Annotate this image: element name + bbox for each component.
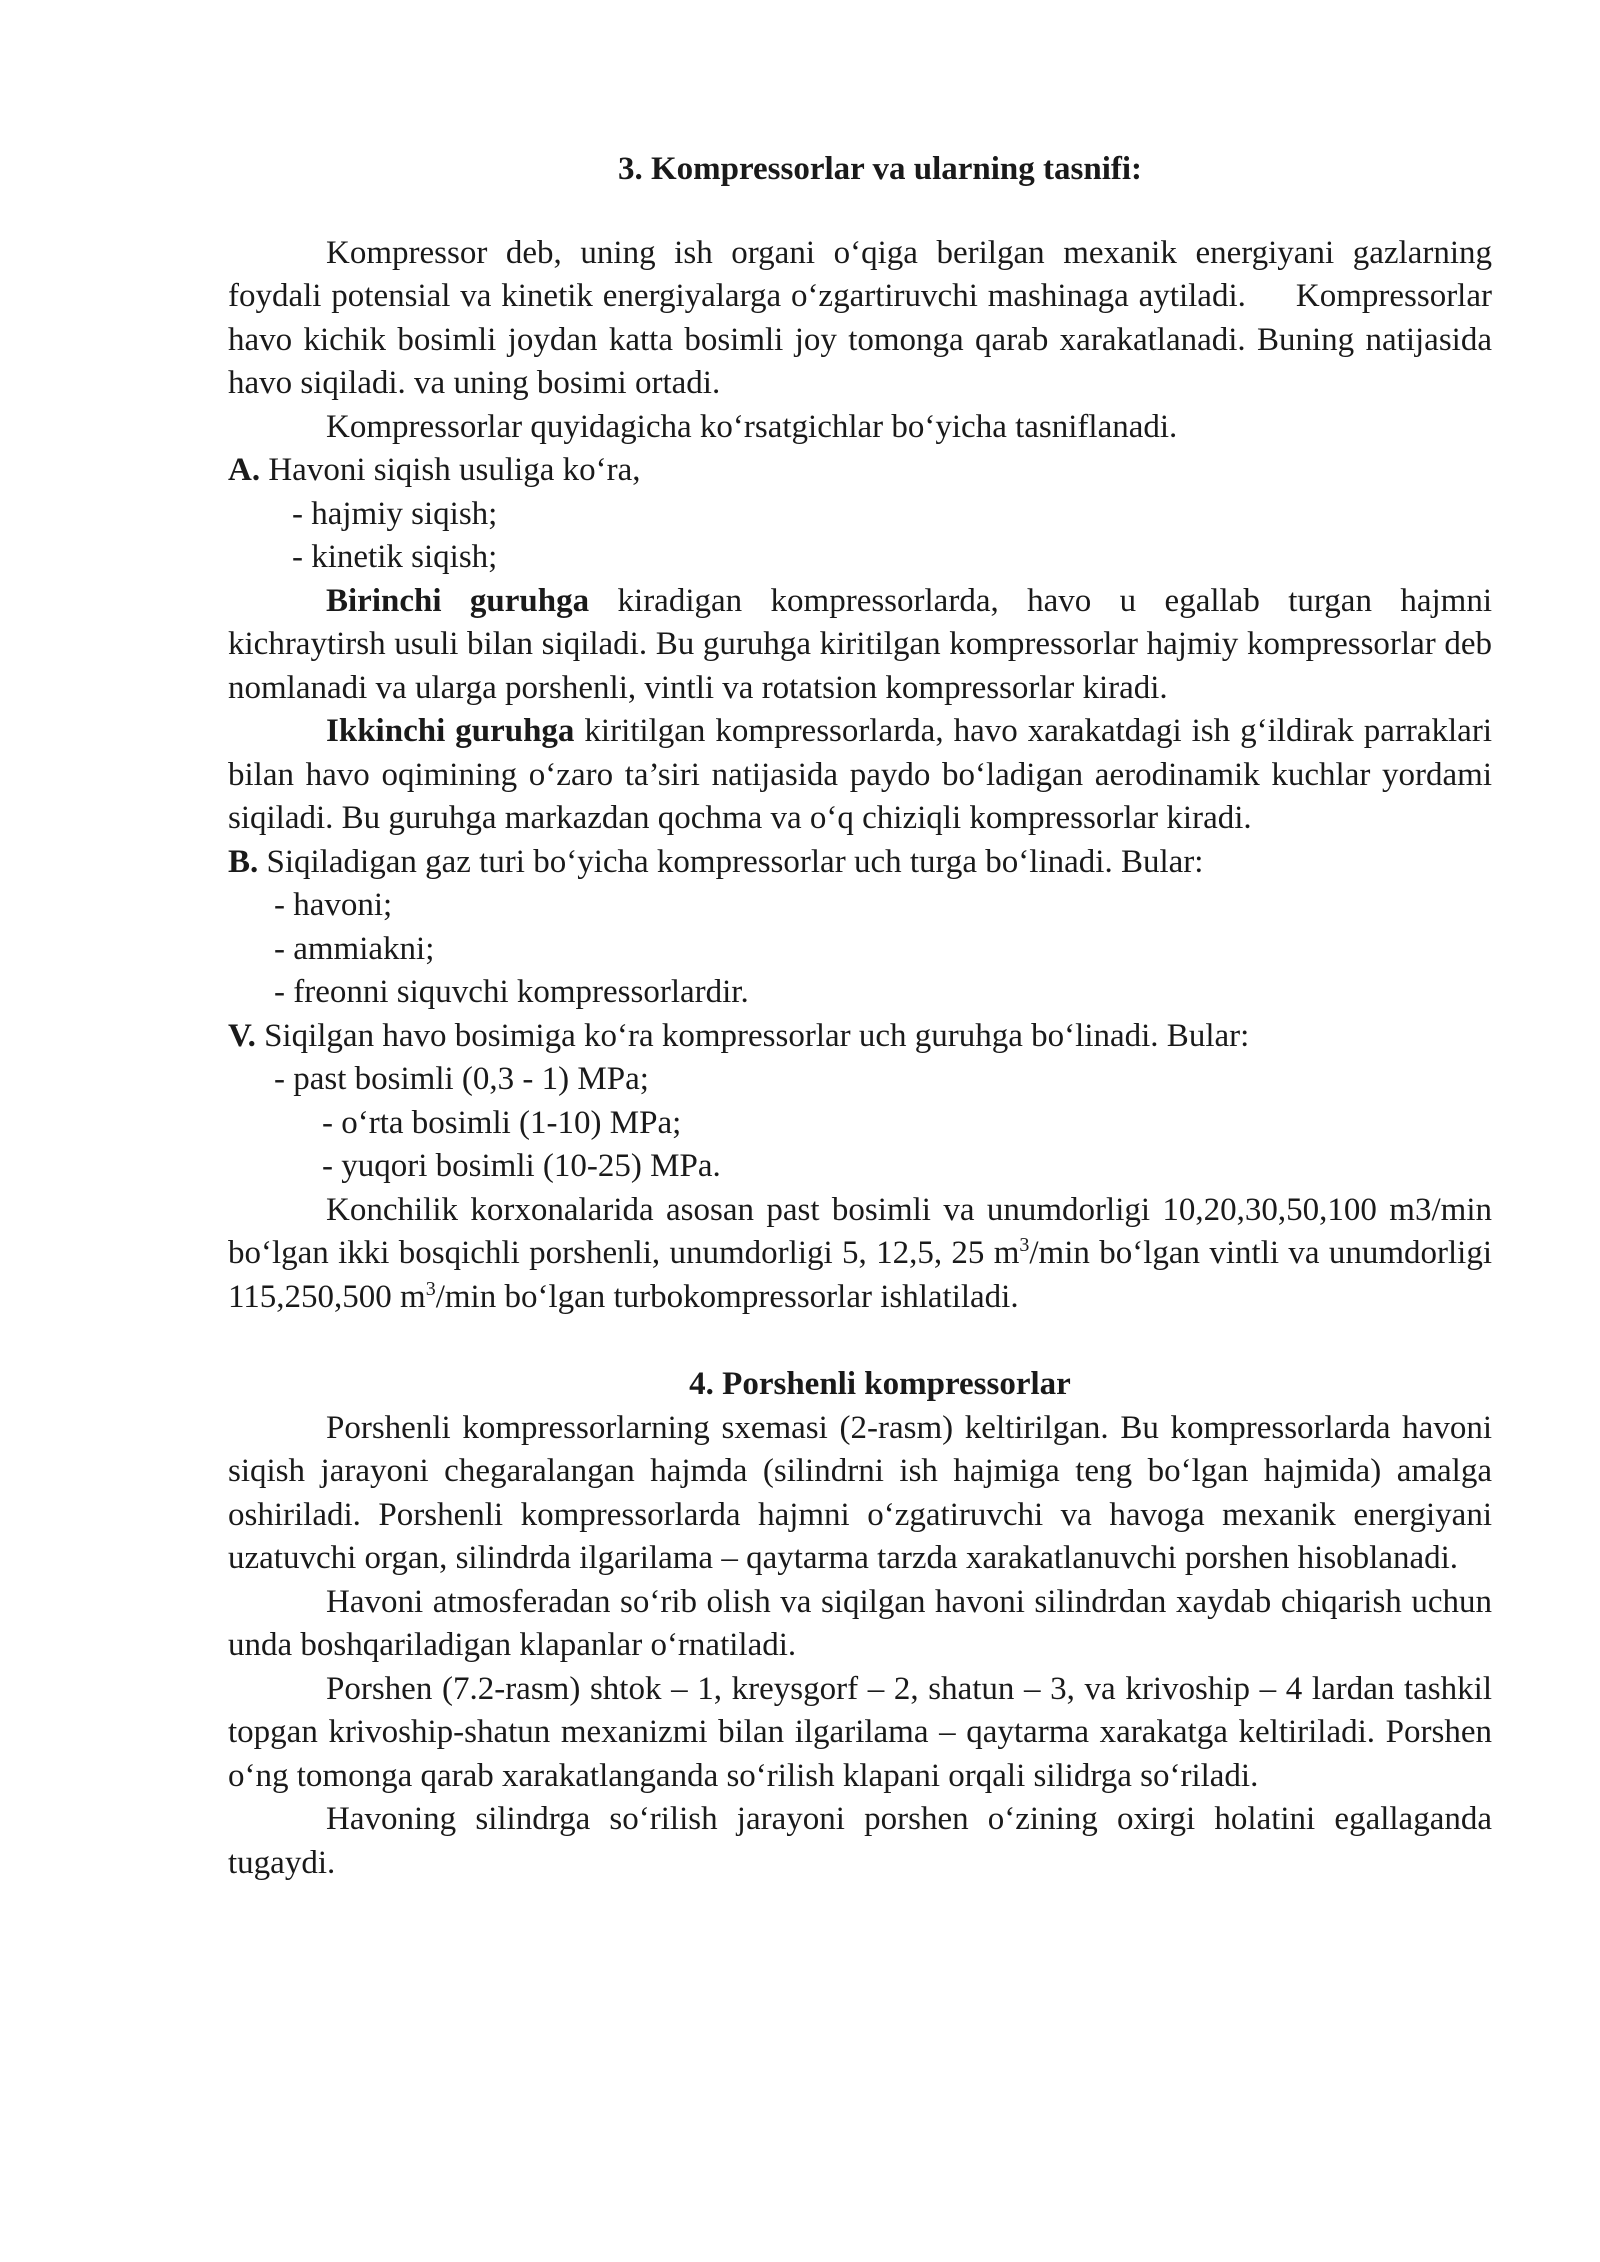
section-a-text: Havoni siqish usuliga ko‘ra, xyxy=(260,452,641,488)
section-v xyxy=(228,1015,1492,1059)
section-v-text: Siqilgan havo bosimiga ko‘ra kompressorlar uch guruhga bo‘linadi. Bular: xyxy=(255,1017,1250,1054)
first-group-text: kiradigan kompressorlarda, havo u egallab turgan hajmni kichraytirsh usuli bilan siqiladi. Bu guruhga kiritilgan kompressorlar hajmiy kompressorlar deb nomlanadi va ularga porshenli, vintli va rotatsion kompressorlar kiradi. xyxy=(228,582,1492,706)
list-item: - kinetik siqish; xyxy=(292,539,498,575)
mining-text-part-1: Konchilik korxonalarida asosan past bosimli va unumdorligi 10,20,30,50,100 m3/min bo‘lgan ikki bosqichli porshenli, unumdorligi 5, 12,5, 25 m xyxy=(228,1191,1492,1271)
section-b-label: B. xyxy=(228,843,259,880)
first-group-label: Birinchi guruhga xyxy=(326,582,590,619)
paragraph-piston-scheme: Porshenli kompressorlarning sxemasi (2-rasm) keltirilgan. Bu kompressorlarda havoni siqish jarayoni chegaralangan hajmda (silindrni ish hajmiga teng bo‘lgan hajmida) amalga oshiriladi. Porshenli kompressorlarda hajmni o‘zgatiruvchi va havoga mexanik energiyani uzatuvchi organ, silindrda ilgarilama – qaytarma tarzda xarakatlanuvchi porshen hisoblanadi. xyxy=(228,1409,1492,1576)
section-a xyxy=(228,449,1492,493)
paragraph-valves: Havoni atmosferadan so‘rib olish va siqilgan havoni silindrdan xaydab chiqarish uchun unda boshqariladigan klapanlar o‘rnatiladi. xyxy=(228,1583,1492,1663)
section-a-label: A. xyxy=(228,452,261,488)
superscript: 3 xyxy=(425,1277,436,1300)
section-b xyxy=(228,841,1492,885)
compression-text: Kompressorlar havo kichik bosimli joydan katta bosimli joy tomonga qarab xarakatlanadi. Buning natijasida havo siqiladi. va uning bosimi ortadi. xyxy=(228,278,1492,401)
paragraph-suction-end: Havoning silindrga so‘rilish jarayoni porshen o‘zining oxirgi holatini egallaganda tugaydi. xyxy=(228,1801,1492,1881)
list-item: - ammiakni; xyxy=(274,930,435,967)
section-b-text: Siqiladigan gaz turi bo‘yicha kompressorlar uch turga bo‘linadi. Bular: xyxy=(258,843,1204,880)
superscript: 3 xyxy=(1019,1234,1030,1256)
list-item: - o‘rta bosimli (1-10) MPa; xyxy=(322,1104,682,1141)
list-item: - havoni; xyxy=(274,887,393,923)
section-4-title: 4. Porshenli kompressorlar xyxy=(689,1366,1071,1402)
list-item: - past bosimli (0,3 - 1) MPa; xyxy=(274,1061,649,1097)
definition-text: Kompressor deb, uning ish organi o‘qiga berilgan mexanik energiyani gazlarning foydali potensial va kinetik energiyalarga o‘zgartiruvchi mashinaga aytiladi. xyxy=(228,234,1492,314)
paragraph-first-group xyxy=(228,580,1492,711)
mining-text-part-2: /min bo‘lgan vintli va unumdorligi 115,250,500 m xyxy=(228,1235,1492,1315)
list-item: - yuqori bosimli (10-25) MPa. xyxy=(322,1148,721,1184)
list-item: - hajmiy siqish; xyxy=(292,495,498,532)
list-item: - freonni siquvchi kompressorlardir. xyxy=(274,974,749,1010)
paragraph-second-group xyxy=(228,710,1492,841)
paragraph-definition xyxy=(228,232,1492,406)
second-group-text: kiritilgan kompressorlarda, havo xarakatdagi ish g‘ildirak parraklari bilan havo oqimining o‘zaro ta’siri natijasida paydo bo‘ladigan aerodinamik kuchlar yordami siqiladi. Bu guruhga markazdan qochma va o‘q chiziqli kompressorlar kiradi. xyxy=(228,713,1492,836)
second-group-label: Ikkinchi guruhga xyxy=(326,713,575,749)
mining-text-part-3: /min bo‘lgan turbokompressorlar ishlatiladi. xyxy=(435,1278,1019,1315)
paragraph-mining-compressors xyxy=(228,1189,1492,1320)
section-v-label: V. xyxy=(228,1017,256,1054)
paragraph-classification-intro: Kompressorlar quyidagicha ko‘rsatgichlar bo‘yicha tasniflanadi. xyxy=(326,408,1178,445)
section-3-title: 3. Kompressorlar va ularning tasnifi: xyxy=(617,151,1143,187)
paragraph-crank-mechanism: Porshen (7.2-rasm) shtok – 1, kreysgorf – 2, shatun – 3, va krivoship – 4 lardan tashkil topgan krivoship-shatun mexanizmi bilan ilgarilama – qaytarma xarakatga keltiriladi. Porshen o‘ng tomonga qarab xarakatlanganda so‘rilish klapani orqali silidrga so‘riladi. xyxy=(228,1670,1492,1794)
document-page xyxy=(228,148,1492,1885)
